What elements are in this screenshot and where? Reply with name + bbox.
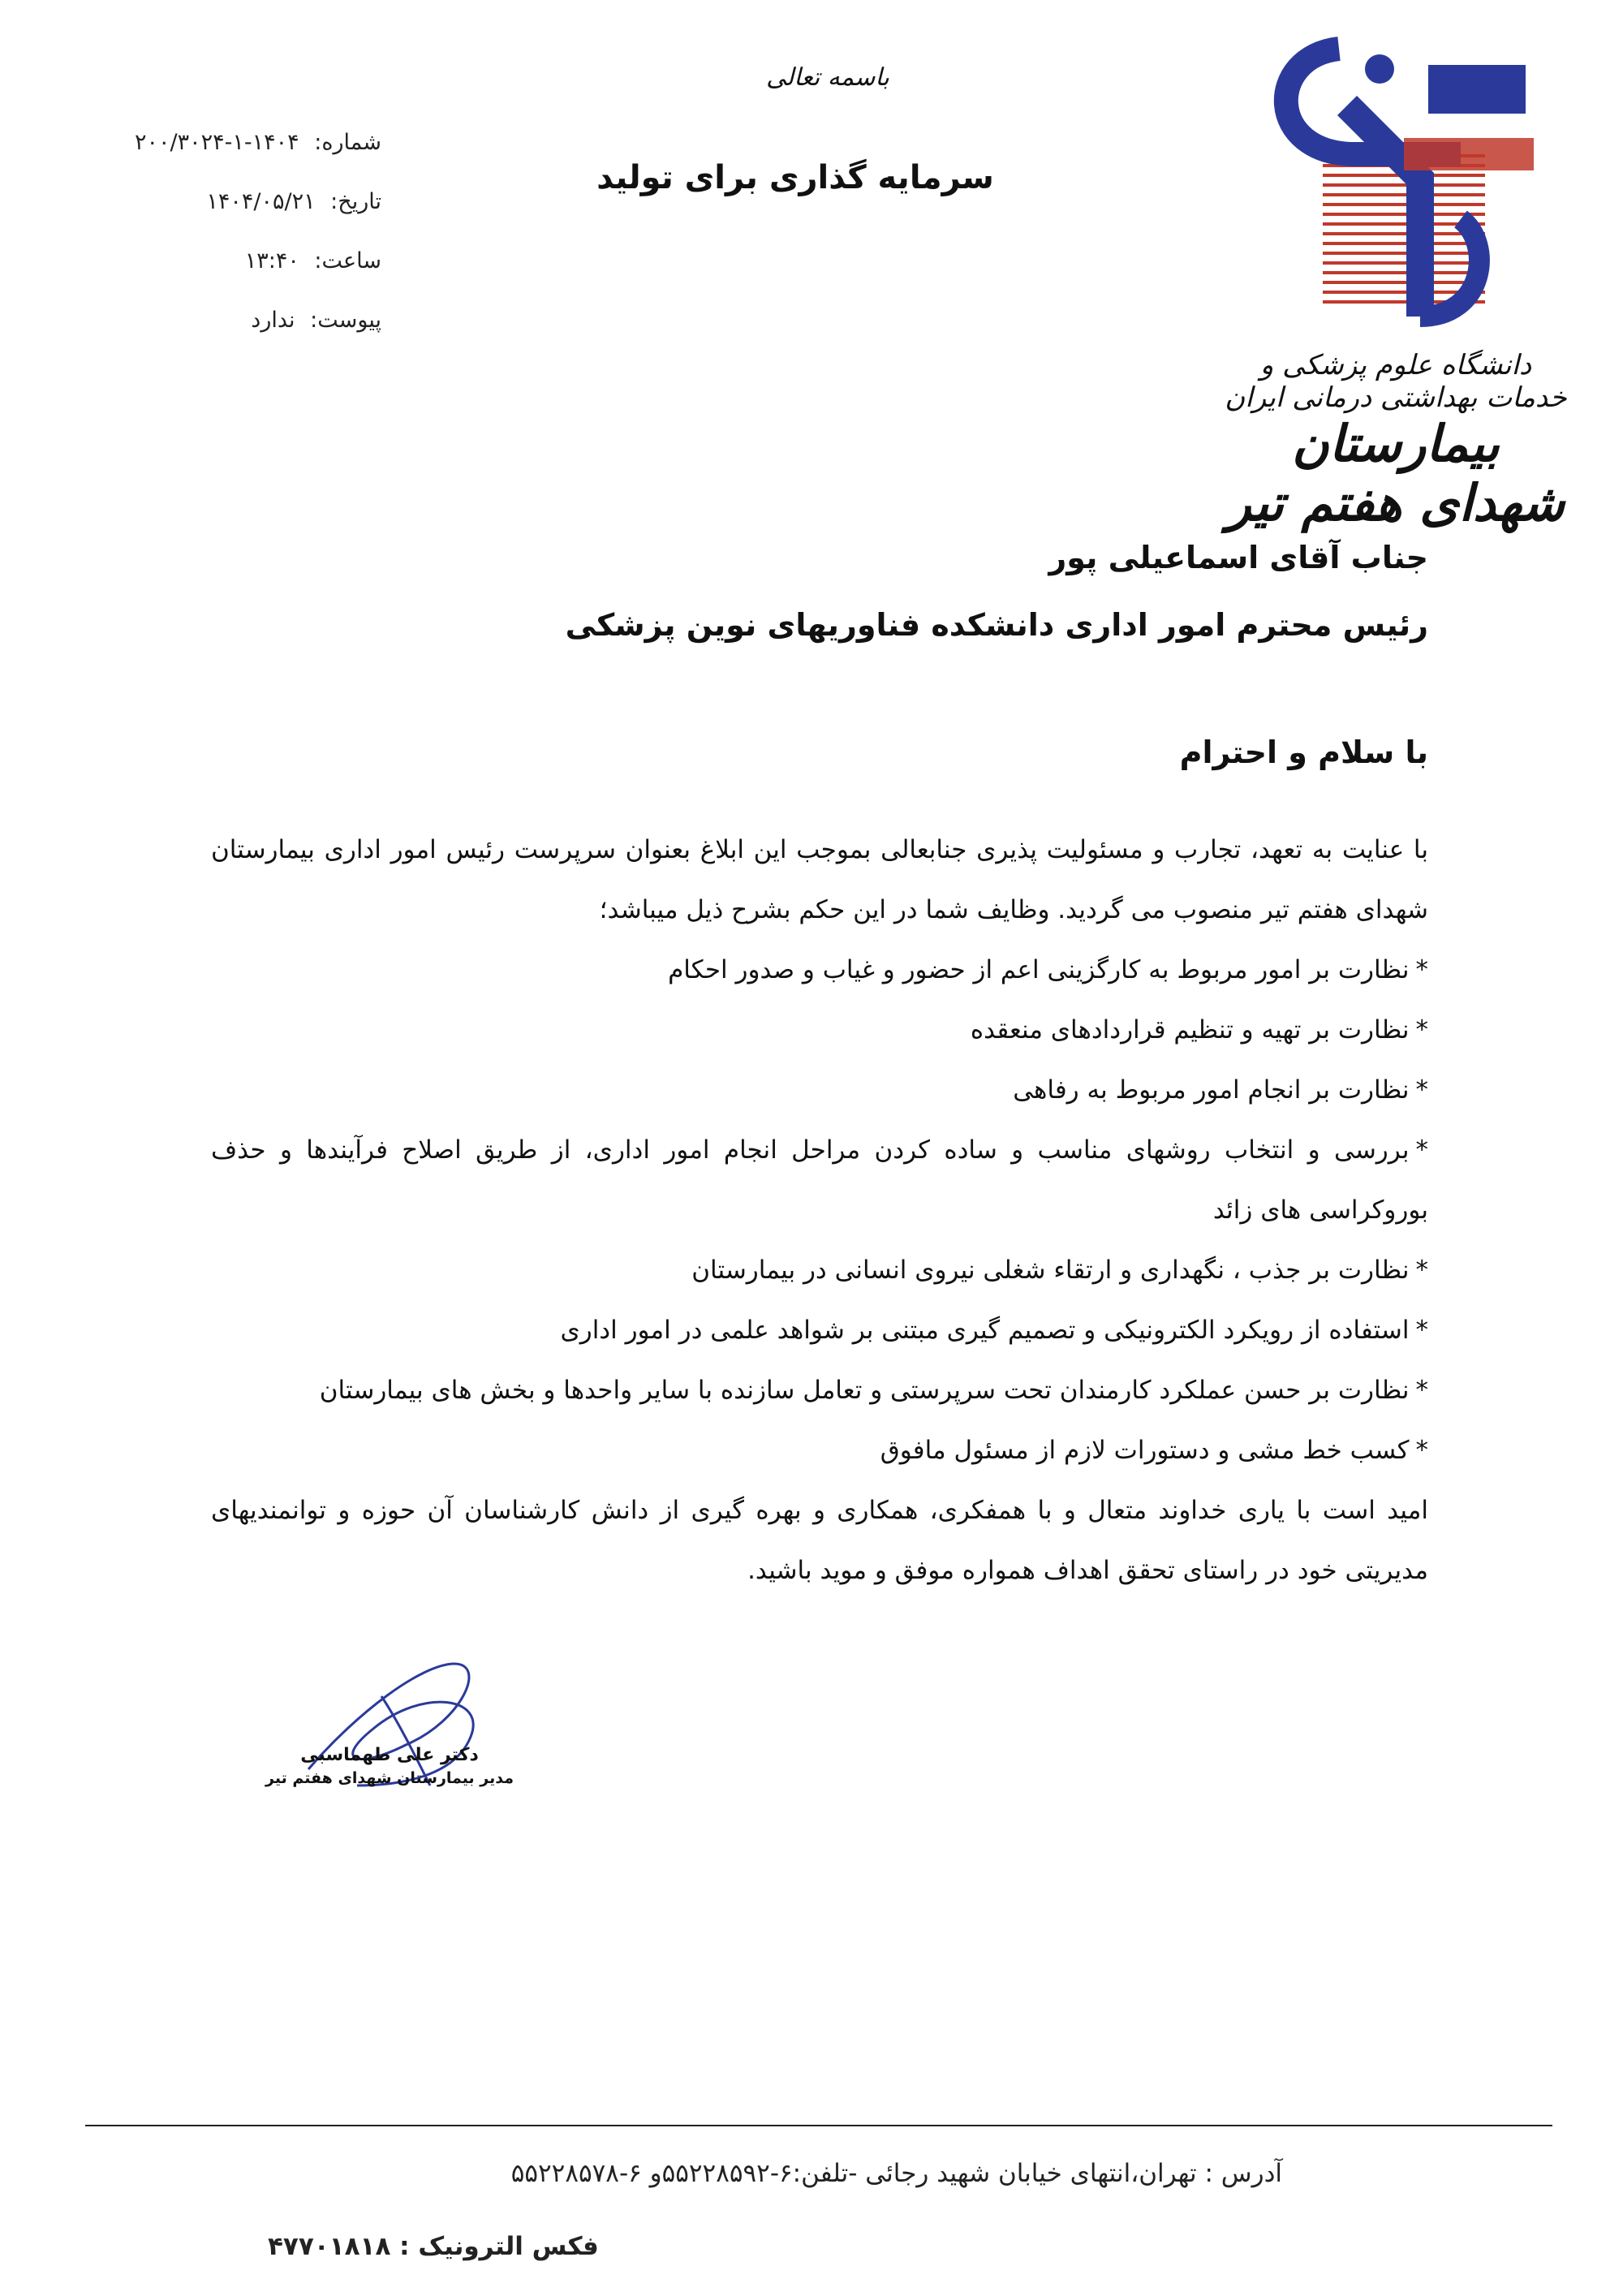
footer-divider xyxy=(85,2125,1552,2126)
footer-fax: فکس الترونیک : ۴۷۷۰۱۸۱۸ xyxy=(268,2232,599,2261)
duty-item: *نظارت بر جذب ، نگهداری و ارتقاء شغلی نیروی انسانی در بیمارستان xyxy=(691,1256,1428,1285)
date-value: ۱۴۰۴/۰۵/۲۱ xyxy=(206,189,316,214)
bullet-icon: * xyxy=(1415,955,1428,984)
university-name: دانشگاه علوم پزشکی و خدمات بهداشتی درمانی ایران xyxy=(1225,349,1567,414)
duty-item: *نظارت بر تهیه و تنظیم قراردادهای منعقده xyxy=(970,1015,1428,1045)
slogan: سرمایه گذاری برای تولید xyxy=(596,159,994,196)
recipient-title: رئیس محترم امور اداری دانشکده فناوریهای نوین پزشکی xyxy=(565,607,1428,643)
bullet-icon: * xyxy=(1415,1015,1428,1045)
attachment-label: پیوست: xyxy=(310,308,381,333)
hospital-name: بیمارستان شهدای هفتم تیر xyxy=(1226,414,1565,532)
letter-date xyxy=(81,189,381,214)
footer-address: آدرس : تهران،انتهای خیابان شهید رجائی -تلفن:۶-۵۵۲۲۸۵۹۲و ۶-۵۵۲۲۸۵۷۸ xyxy=(510,2159,1282,2188)
signature-block xyxy=(260,1648,536,1810)
duty-item: *استفاده از رویکرد الکترونیکی و تصمیم گیری مبتنی بر شواهد علمی در امور اداری xyxy=(560,1316,1428,1345)
bullet-icon: * xyxy=(1415,1075,1428,1105)
letter-attachment xyxy=(81,308,381,333)
number-value: ۱۴۰۴-۱-۲۰۰/۳۰۲۴ xyxy=(135,130,299,155)
bullet-icon: * xyxy=(1415,1316,1428,1345)
greeting: با سلام و احترام xyxy=(1179,734,1428,770)
basmeh: باسمه تعالی xyxy=(766,63,889,92)
recipient-name: جناب آقای اسماعیلی پور xyxy=(1048,540,1428,575)
letter-number xyxy=(81,130,381,155)
signatory-name: دکتر علی طهماسبی xyxy=(300,1745,479,1765)
intro-paragraph: با عنایت به تعهد، تجارب و مسئولیت پذیری جنابعالی بموجب این ابلاغ بعنوان سرپرست رئیس امور اداری بیمارستان شهدای هفتم تیر منصوب می گردید. وظایف شما در این حکم بشرح ذیل میباشد؛ xyxy=(211,835,1428,924)
duty-item: *نظارت بر انجام امور مربوط به رفاهی xyxy=(1013,1075,1428,1105)
number-label: شماره: xyxy=(314,130,381,155)
duty-item: *نظارت بر امور مربوط به کارگزینی اعم از حضور و غیاب و صدور احکام xyxy=(668,955,1428,984)
bullet-icon: * xyxy=(1415,1376,1428,1405)
date-label: تاریخ: xyxy=(330,189,381,214)
bullet-icon: * xyxy=(1415,1436,1428,1465)
time-label: ساعت: xyxy=(314,248,381,274)
letter-body xyxy=(211,820,1428,1600)
duty-item: *کسب خط مشی و دستورات لازم از مسئول مافوق xyxy=(880,1436,1428,1465)
hospital-emblem-icon xyxy=(1217,32,1574,341)
bullet-icon: * xyxy=(1415,1256,1428,1285)
signatory-title: مدیر بیمارستان شهدای هفتم تیر xyxy=(265,1769,514,1787)
closing-paragraph: امید است با یاری خداوند متعال و با همفکری، همکاری و بهره گیری از دانش کارشناسان آن حوزه و توانمندیهای مدیریتی خود در راستای تحقق اهداف همواره موفق و موید باشید. xyxy=(211,1496,1428,1585)
letter-time xyxy=(81,248,381,274)
hospital-logo xyxy=(1217,32,1574,532)
attachment-value: ندارد xyxy=(251,308,295,333)
duty-item: *بررسی و انتخاب روشهای مناسب و ساده کردن مراحل انجام امور اداری، از طریق اصلاح فرآیندها و حذف بوروکراسی های زائد xyxy=(211,1135,1428,1225)
duty-item: *نظارت بر حسن عملکرد کارمندان تحت سرپرستی و تعامل سازنده با سایر واحدها و بخش های بیمارستان xyxy=(319,1376,1428,1405)
bullet-icon: * xyxy=(1415,1135,1428,1165)
time-value: ۱۳:۴۰ xyxy=(244,248,299,274)
